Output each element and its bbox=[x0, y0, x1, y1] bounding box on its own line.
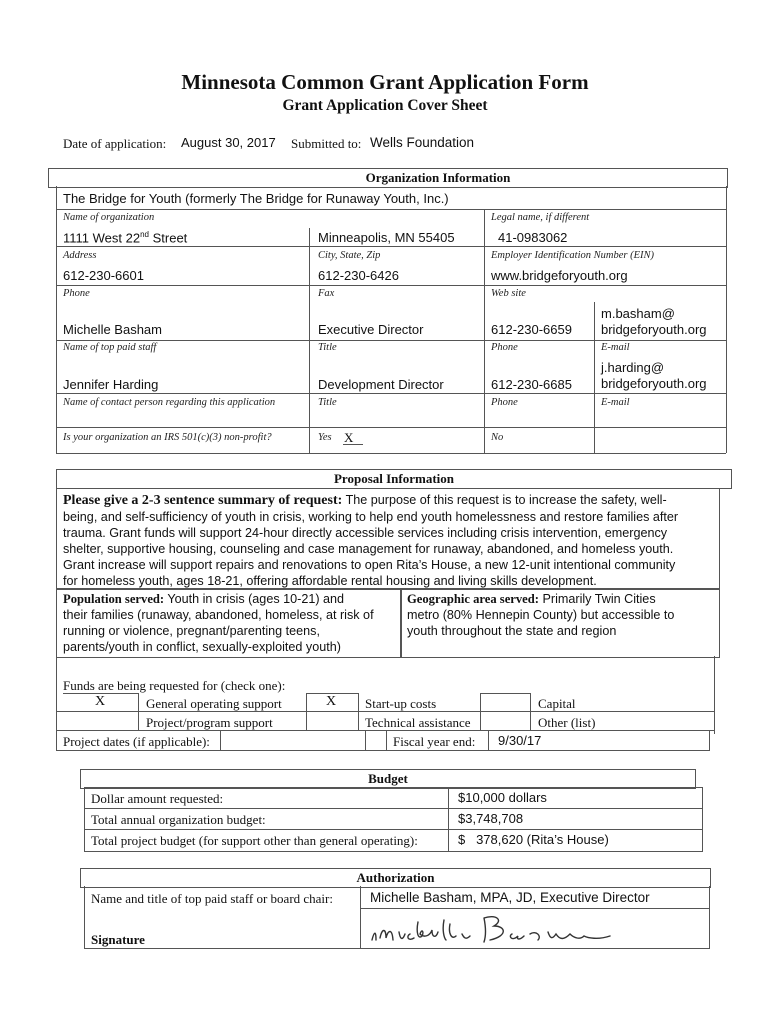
divider bbox=[56, 209, 726, 210]
fax-label: Fax bbox=[318, 288, 335, 299]
form-title: Minnesota Common Grant Application Form bbox=[181, 70, 589, 94]
project-dates-label: Project dates (if applicable): bbox=[63, 734, 210, 749]
divider bbox=[56, 711, 714, 712]
email-label: E-mail bbox=[601, 342, 630, 353]
divider bbox=[84, 948, 710, 949]
budget-heading: Budget bbox=[368, 771, 408, 786]
date-value[interactable]: August 30, 2017 bbox=[181, 135, 276, 150]
no-label[interactable]: No bbox=[491, 432, 504, 443]
contact-email-value[interactable]: j.harding@ bridgeforyouth.org bbox=[601, 360, 707, 391]
fiscal-year-label: Fiscal year end: bbox=[393, 734, 476, 749]
divider bbox=[360, 908, 710, 909]
website-label: Web site bbox=[491, 288, 526, 299]
signature-drawing bbox=[366, 910, 616, 948]
auth-name-value[interactable]: Michelle Basham, MPA, JD, Executive Director bbox=[370, 890, 650, 905]
irs-question: Is your organization an IRS 501(c)(3) non-profit? bbox=[63, 432, 272, 443]
ein-value[interactable]: 41-0983062 bbox=[498, 230, 568, 245]
grid-line bbox=[488, 730, 489, 750]
city-value[interactable]: Minneapolis, MN 55405 bbox=[318, 230, 455, 245]
grid-line bbox=[448, 787, 449, 851]
population-text[interactable]: Population served: Youth in crisis (ages 10-21) and their families (runaway, abandoned, homeless, at risk of running or violence, pregnant/parenting teens, parents/youth in conflict, sexually-exploited youth) bbox=[63, 592, 374, 654]
phone-label-3: Phone bbox=[491, 397, 518, 408]
contact-phone-value[interactable]: 612-230-6685 bbox=[491, 377, 572, 392]
budget-row-value[interactable]: $3,748,708 bbox=[458, 811, 524, 826]
proposal-heading: Proposal Information bbox=[333, 471, 454, 486]
grid-line bbox=[309, 228, 310, 453]
yes-checkbox-mark[interactable]: X bbox=[344, 430, 354, 445]
ein-label: Employer Identification Number (EIN) bbox=[491, 250, 655, 261]
address-label: Address bbox=[63, 250, 97, 261]
general-operating-mark[interactable]: X bbox=[95, 694, 106, 709]
budget-row-label: Total annual organization budget: bbox=[91, 812, 266, 827]
phone-label: Phone bbox=[63, 288, 90, 299]
divider bbox=[56, 285, 726, 286]
org-name[interactable]: The Bridge for Youth (formerly The Bridge for Runaway Youth, Inc.) bbox=[63, 191, 449, 206]
budget-row-label: Total project budget (for support other than general operating): bbox=[91, 833, 418, 848]
grid-line bbox=[56, 186, 57, 453]
date-label: Date of application: bbox=[63, 136, 167, 151]
submitted-label: Submitted to: bbox=[291, 136, 362, 151]
yes-label: Yes bbox=[318, 432, 332, 443]
divider bbox=[480, 693, 530, 694]
fiscal-year-value[interactable]: 9/30/17 bbox=[498, 733, 542, 748]
auth-name-label: Name and title of top paid staff or board chair: bbox=[91, 891, 333, 906]
website-value[interactable]: www.bridgeforyouth.org bbox=[491, 268, 628, 283]
general-operating-option: General operating support bbox=[146, 696, 282, 711]
grid-line bbox=[386, 730, 387, 750]
divider bbox=[56, 427, 726, 428]
signature-image[interactable] bbox=[366, 910, 616, 948]
grid-line bbox=[365, 730, 366, 750]
divider bbox=[84, 808, 702, 809]
divider bbox=[56, 340, 726, 341]
top-email-value[interactable]: m.basham@ bridgeforyouth.org bbox=[601, 306, 707, 337]
divider bbox=[56, 393, 726, 394]
top-phone-value[interactable]: 612-230-6659 bbox=[491, 322, 572, 337]
other-option: Other (list) bbox=[538, 715, 596, 730]
grid-line bbox=[714, 656, 715, 734]
startup-mark[interactable]: X bbox=[326, 694, 337, 709]
grid-line bbox=[709, 886, 710, 948]
city-label: City, State, Zip bbox=[318, 250, 381, 261]
phone-value[interactable]: 612-230-6601 bbox=[63, 268, 144, 283]
top-staff-value[interactable]: Michelle Basham bbox=[63, 322, 162, 337]
contact-label: Name of contact person regarding this application bbox=[63, 397, 276, 408]
project-support-option: Project/program support bbox=[146, 715, 273, 730]
email-label-2: E-mail bbox=[601, 397, 630, 408]
geographic-text[interactable]: Geographic area served: Primarily Twin Cities metro (80% Hennepin County) but accessible to youth throughout the state and region bbox=[407, 592, 675, 638]
divider bbox=[56, 453, 726, 454]
submitted-value[interactable]: Wells Foundation bbox=[370, 135, 475, 150]
technical-option: Technical assistance bbox=[365, 715, 471, 730]
auth-heading: Authorization bbox=[356, 870, 435, 885]
divider bbox=[84, 829, 702, 830]
grid-line bbox=[220, 730, 221, 750]
address-value[interactable]: 1111 West 22nd Street bbox=[63, 230, 188, 246]
grid-line bbox=[360, 886, 361, 948]
title-label-2: Title bbox=[318, 397, 337, 408]
top-title-value[interactable]: Executive Director bbox=[318, 322, 424, 337]
grid-line bbox=[484, 209, 485, 453]
startup-option: Start-up costs bbox=[365, 696, 437, 711]
capital-option: Capital bbox=[538, 696, 576, 711]
budget-row-label: Dollar amount requested: bbox=[91, 791, 224, 806]
contact-value[interactable]: Jennifer Harding bbox=[63, 377, 159, 392]
org-heading: Organization Information bbox=[365, 170, 511, 185]
top-staff-label: Name of top paid staff bbox=[63, 342, 157, 353]
contact-title-value[interactable]: Development Director bbox=[318, 377, 444, 392]
form-subtitle: Grant Application Cover Sheet bbox=[282, 97, 488, 114]
yes-underline bbox=[343, 444, 363, 445]
grid-line bbox=[84, 886, 85, 948]
fax-value[interactable]: 612-230-6426 bbox=[318, 268, 399, 283]
grid-line bbox=[594, 302, 595, 453]
phone-label-2: Phone bbox=[491, 342, 518, 353]
divider bbox=[56, 246, 726, 247]
grid-line bbox=[56, 656, 57, 734]
legal-name-label: Legal name, if different bbox=[491, 212, 590, 223]
funds-label: Funds are being requested for (check one): bbox=[63, 678, 286, 693]
title-label: Title bbox=[318, 342, 337, 353]
summary-text[interactable]: Please give a 2-3 sentence summary of request: The purpose of this request is to increase the safety, well- being, and self-sufficiency of youth in crisis, working to help end youth homelessness and restore families after trauma. Grant funds will support 24-hour directly accessible services including crisis intervention, emergency shelter, supportive housing, counseling and case management for runaway, abandoned, and homeless youth. Grant increase will support repairs and renovations to open Rita’s House, a new 12-unit intentional community for homeless youth, ages 18-21, offering affordable rental housing and living skills development. bbox=[63, 493, 679, 588]
signature-label: Signature bbox=[91, 932, 145, 947]
org-name-label: Name of organization bbox=[63, 212, 155, 223]
budget-row-value[interactable]: $10,000 dollars bbox=[458, 790, 547, 805]
budget-row-value[interactable]: $ 378,620 (Rita’s House) bbox=[458, 832, 609, 847]
grid-line bbox=[726, 186, 727, 453]
